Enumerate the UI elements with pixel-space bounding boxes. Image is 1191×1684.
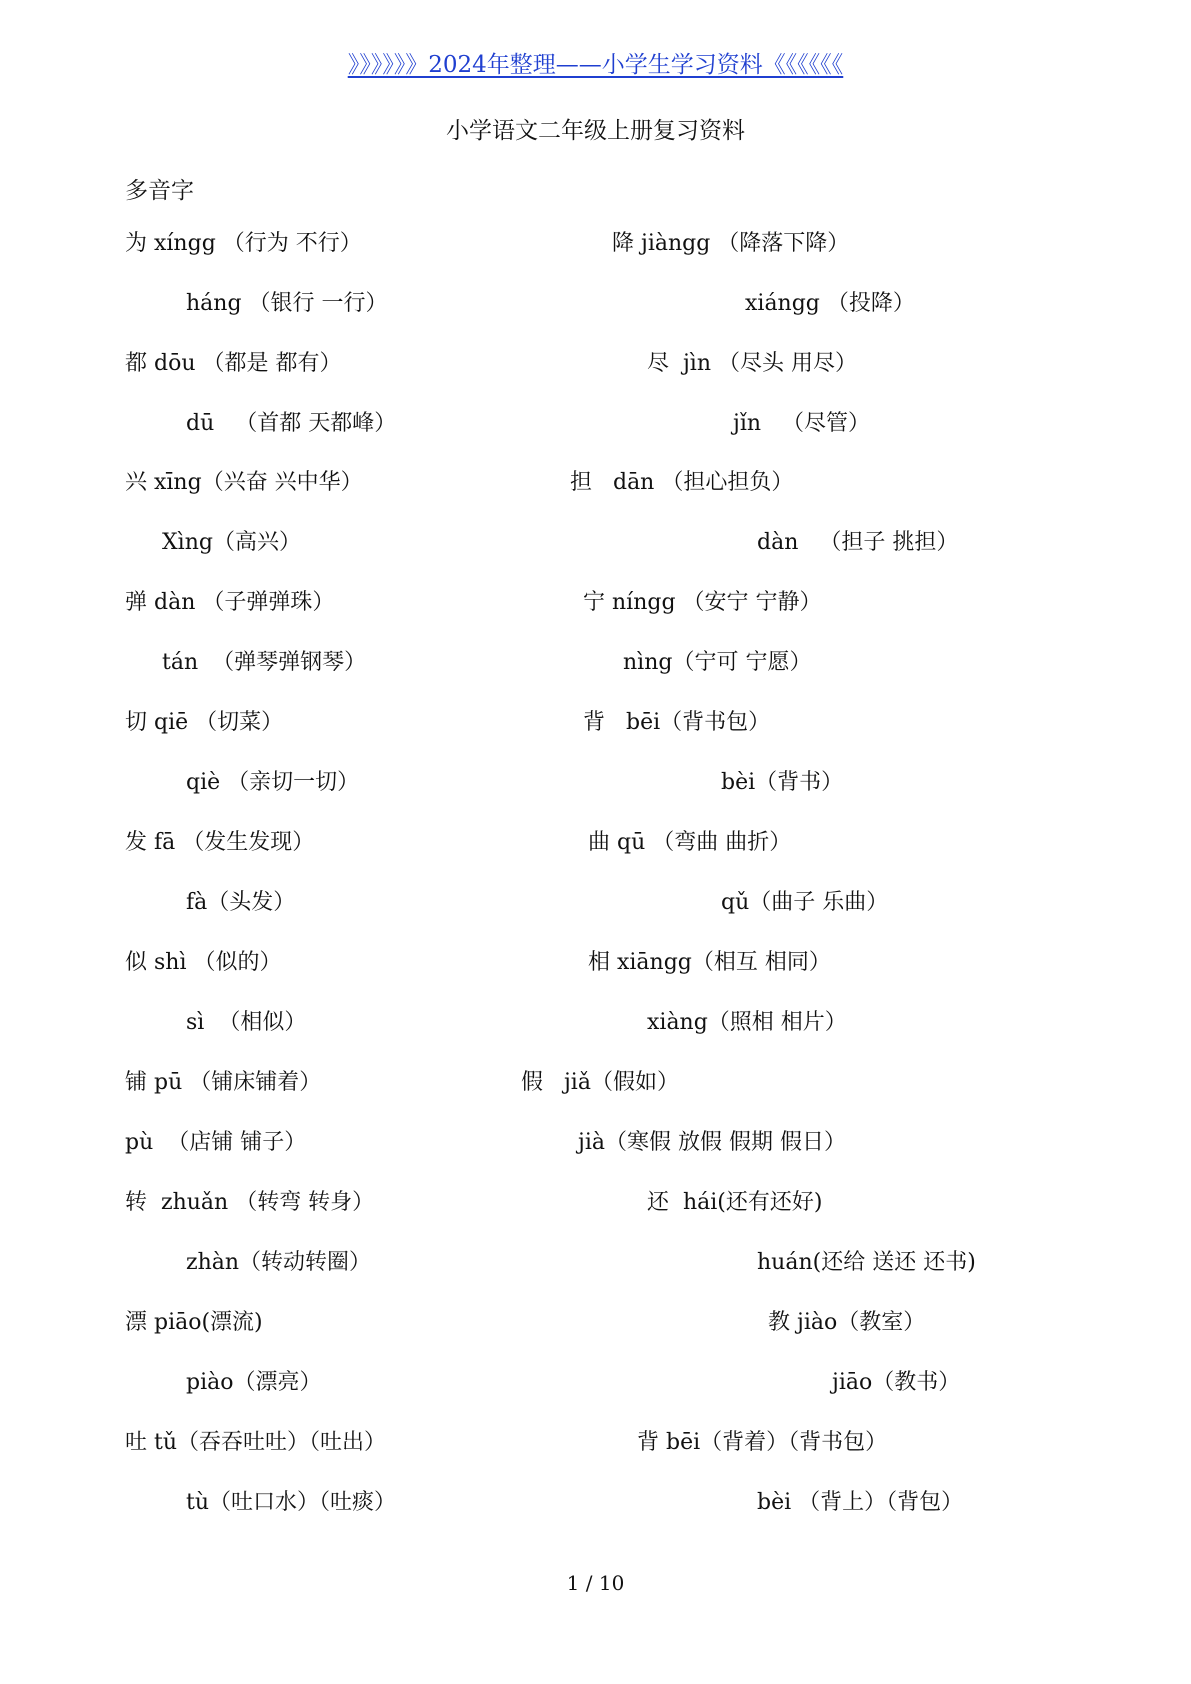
entry-jiao1-right: jiāo（教书） bbox=[832, 1370, 961, 1395]
header-link[interactable]: 》》》》》》2024年整理——小学生学习资料《《《《《《 bbox=[347, 52, 844, 78]
entry-jin3-right: jǐn （尽管） bbox=[733, 411, 871, 436]
entry-xiang4-right: xiàng（照相 相片） bbox=[647, 1010, 847, 1035]
entry-piao4-left: piào（漂亮） bbox=[186, 1370, 322, 1395]
entry-zhan-left: zhàn（转动转圈） bbox=[186, 1250, 372, 1275]
entry-xing-left: 兴 xīng（兴奋 兴中华） bbox=[125, 470, 363, 495]
entry-bei-right: 背 bēi（背书包） bbox=[583, 710, 771, 735]
entry-xiang-right: 相 xiāngg（相互 相同） bbox=[588, 950, 831, 975]
section-title: 多音字 bbox=[125, 178, 194, 204]
entry-jin-right: 尽 jìn （尽头 用尽） bbox=[647, 351, 857, 376]
entry-hang-left: háng （银行 一行） bbox=[186, 291, 388, 316]
entry-tu-left: 吐 tǔ（吞吞吐吐）（吐出） bbox=[125, 1430, 387, 1455]
entry-bei4b-right: bèi （背上）（背包） bbox=[757, 1490, 964, 1515]
entry-qu3-right: qǔ（曲子 乐曲） bbox=[721, 890, 889, 915]
entry-du-left: dū （首都 天都峰） bbox=[186, 411, 397, 436]
entry-shi-left: 似 shì （似的） bbox=[125, 950, 282, 975]
entry-piao-left: 漂 piāo(漂流) bbox=[125, 1310, 263, 1335]
entry-jia-right: 假 jiǎ（假如） bbox=[521, 1070, 679, 1095]
entry-jia4-right: jià（寒假 放假 假期 假日） bbox=[578, 1130, 846, 1155]
entry-pu4-left: pù （店铺 铺子） bbox=[125, 1130, 307, 1155]
entry-huan-right: huán(还给 送还 还书) bbox=[757, 1250, 976, 1275]
entry-dan4-right: dàn （担子 挑担） bbox=[757, 530, 959, 555]
entry-dou-left: 都 dōu （都是 都有） bbox=[125, 351, 342, 376]
entry-qie-left: 切 qiē （切菜） bbox=[125, 710, 284, 735]
entry-pu-left: 铺 pū （铺床铺着） bbox=[125, 1070, 322, 1095]
entry-jiang-right: 降 jiàngg （降落下降） bbox=[612, 231, 850, 256]
entry-fa-left: 发 fā （发生发现） bbox=[125, 830, 315, 855]
entry-dan-left: 弹 dàn （子弹弹珠） bbox=[125, 590, 335, 615]
entry-hai-right: 还 hái(还有还好) bbox=[647, 1190, 823, 1215]
entry-tan-left: tán （弹琴弹钢琴） bbox=[162, 650, 367, 675]
document-title: 小学语文二年级上册复习资料 bbox=[446, 118, 745, 144]
entry-ning-right: 宁 níngg （安宁 宁静） bbox=[583, 590, 822, 615]
entry-qie4-left: qiè （亲切一切） bbox=[186, 770, 360, 795]
entry-xing4-left: Xìng（高兴） bbox=[162, 530, 301, 555]
page-number: 1 / 10 bbox=[566, 1571, 625, 1595]
entry-bei4-right: bèi（背书） bbox=[721, 770, 844, 795]
entry-xiang-right: xiángg （投降） bbox=[745, 291, 915, 316]
entry-fa4-left: fà（头发） bbox=[186, 890, 296, 915]
entry-ning4-right: nìng（宁可 宁愿） bbox=[623, 650, 812, 675]
entry-tu4-left: tù（吐口水）（吐痰） bbox=[186, 1490, 397, 1515]
entry-jiao-right: 教 jiào（教室） bbox=[768, 1310, 926, 1335]
entry-bei1-right: 背 bēi（背着）（背书包） bbox=[637, 1430, 888, 1455]
entry-wei-left: 为 xíngg （行为 不行） bbox=[125, 231, 362, 256]
entry-si-left: sì （相似） bbox=[186, 1010, 307, 1035]
entry-qu-right: 曲 qū （弯曲 曲折） bbox=[588, 830, 792, 855]
entry-zhuan-left: 转 zhuǎn （转弯 转身） bbox=[125, 1190, 375, 1215]
entry-dan-right: 担 dān （担心担负） bbox=[570, 470, 794, 495]
